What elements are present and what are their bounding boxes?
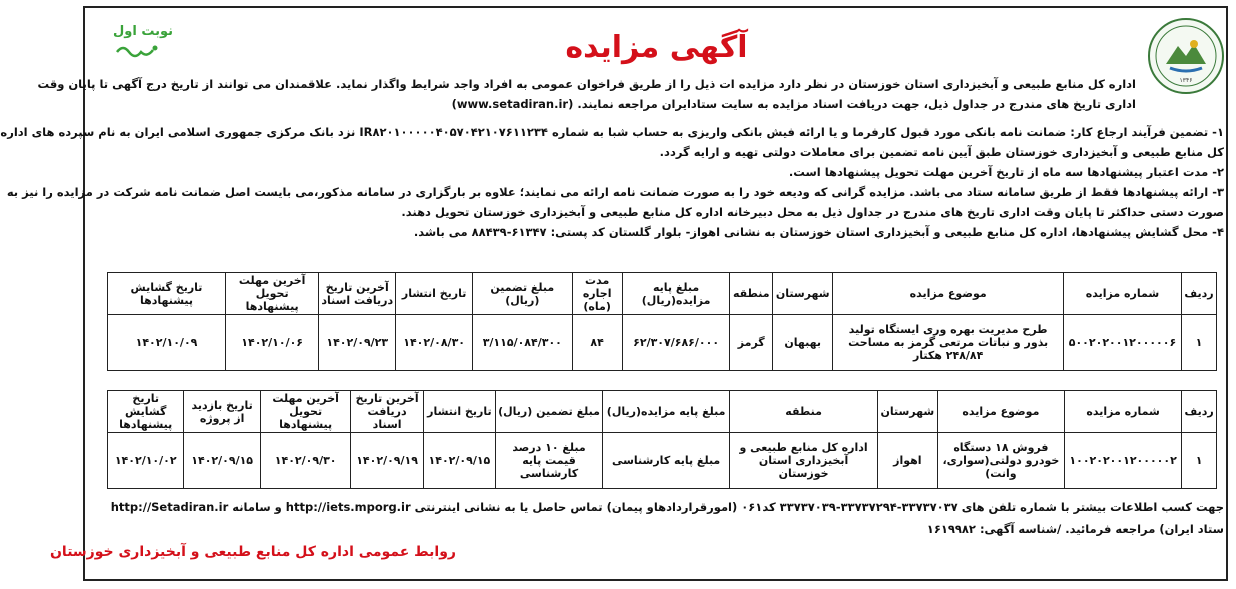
table-header-cell: آخرین مهلت تحویل پیشنهادها [260,391,351,433]
table-header-cell: موضوع مزایده [937,391,1064,433]
table-row [108,433,1217,489]
svg-text:۱۳۴۶: ۱۳۴۶ [1179,77,1193,84]
table-cell: ۱۴۰۲/۱۰/۰۲ [108,433,184,489]
table-header-row [108,273,1217,315]
table-row [108,315,1217,371]
table-header-cell: ردیف [1182,391,1217,433]
table-header-cell: آخرین مهلت تحویل پیشنهادها [226,273,319,315]
auction-table-2 [107,390,1217,489]
table-cell: ۱۴۰۲/۰۹/۱۹ [351,433,423,489]
table-cell: ۱ [1181,315,1216,371]
table-header-cell: تاریخ بازدید از پروژه [184,391,260,433]
table-header-row [108,391,1217,433]
contact-line: ستاد ایران) مراجعه فرمائید. /شناسه آگهی: ۱۶۱۹۹۸۲ [926,522,1224,536]
table-cell: ۱۴۰۲/۰۹/۱۵ [184,433,260,489]
intro-line: اداری تاریخ های مندرج در جداول ذیل، جهت دریافت اسناد مزایده به سایت ستادایران مراجعه نمایند. (www.setadiran.ir) [451,97,1136,111]
table-header-cell: مدت اجاره (ماه) [572,273,622,315]
table-header-cell: آخرین تاریخ دریافت اسناد [319,273,396,315]
table-cell: ۱۴۰۲/۰۹/۳۰ [260,433,351,489]
table-cell: فروش ۱۸ دستگاه خودرو دولتی(سواری، وانت) [937,433,1064,489]
table-cell: مبلغ ۱۰ درصد قیمت پایه کارشناسی [496,433,603,489]
table-header-cell: منطقه [730,391,878,433]
conditions-list [0,122,1224,242]
table-cell: ۵۰۰۲۰۲۰۰۱۲۰۰۰۰۰۶ [1064,315,1182,371]
table-cell: اداره کل منابع طبیعی و آبخیزداری استان خوزستان [730,433,878,489]
page-title: آگهی مزایده [565,30,748,65]
contact-info [89,496,1224,540]
public-relations-signature: روابط عمومی اداره کل منابع طبیعی و آبخیزداری خوزستان [49,544,456,560]
table-header-cell: مبلغ پایه مزایده(ریال) [622,273,730,315]
table-header-cell: آخرین تاریخ دریافت اسناد [351,391,423,433]
table-header-cell: تاریخ انتشار [423,391,495,433]
table-cell: ۱۴۰۲/۰۹/۱۵ [423,433,495,489]
table-cell: ۱۴۰۲/۱۰/۰۶ [226,315,319,371]
table-header-cell: مبلغ تضمین (ریال) [496,391,603,433]
table-cell: ۳/۱۱۵/۰۸۴/۳۰۰ [473,315,572,371]
table-header-cell: شماره مزایده [1065,391,1182,433]
condition-line: ۱- تضمین فرآیند ارجاع کار: ضمانت نامه بانکی مورد قبول کارفرما و یا ارائه فیش بانکی واریزی به حساب شبا به شماره IR۸۲۰۱۰۰۰۰۰۴۰۵۷۰۴۲۱۰۷۶۱۱۲۳۴ نزد بانک مرکزی جمهوری اسلامی ایران به نام سپرده های اداره [0,125,1224,139]
table-header-cell: مبلغ تضمین (ریال) [473,273,572,315]
table-cell: اهواز [877,433,937,489]
table-header-cell: منطقه [730,273,773,315]
table-cell: ۱۴۰۲/۰۹/۲۳ [319,315,396,371]
table-cell: گرمز [730,315,773,371]
table-cell: ۱ [1182,433,1217,489]
contact-line: جهت کسب اطلاعات بیشتر با شماره تلفن های ۳۳۷۳۷۰۳۷-۳۳۷۳۷۲۹۴-۳۳۷۳۷۰۳۹ کد۰۶۱ (امورقراردادهاو پیمان) تماس حاصل یا به نشانی اینترنتی http://iets.mporg.ir و سامانه http://Setadiran.ir [110,500,1224,514]
table-header-cell: تاریخ گشایش پیشنهادها [108,391,184,433]
auction-table-1 [107,272,1217,371]
round-label: نوبت اول [113,24,174,39]
intro-paragraph [37,74,1136,114]
table-header-cell: مبلغ پایه مزایده(ریال) [602,391,729,433]
condition-line: کل منابع طبیعی و آبخیزداری خوزستان طبق آیین نامه تضمین برای معاملات دولتی تهیه و ارایه گردد. [659,145,1224,159]
condition-line: ۲- مدت اعتبار پیشنهادها سه ماه از تاریخ آخرین مهلت تحویل پیشنهادها است. [788,165,1224,179]
condition-line: صورت دستی حداکثر تا پایان وقت اداری تاریخ های مندرج در جداول ذیل به محل دبیرخانه اداره کل منابع طبیعی و آبخیزداری خوزستان تحویل دهند. [401,205,1224,219]
table-header-cell: تاریخ انتشار [396,273,473,315]
intro-line: اداره کل منابع طبیعی و آبخیزداری استان خوزستان در نظر دارد مزایده ات ذیل را از طریق فراخوان عمومی به افراد واجد شرایط واگذار نماید. علاقمندان می توانند از تاریخ درج آگهی تا پایان وقت [37,77,1136,91]
table-cell: ۱۴۰۲/۰۸/۳۰ [396,315,473,371]
table-cell: مبلغ پایه کارشناسی [602,433,729,489]
table-cell: طرح مدیریت بهره وری ایستگاه تولید بذور و نباتات مرتعی گرمز به مساحت ۲۴۸/۸۴ هکتار [833,315,1064,371]
table-cell: ۶۲/۳۰۷/۶۸۶/۰۰۰ [622,315,730,371]
table-header-cell: ردیف [1181,273,1216,315]
table-header-cell: شهرستان [877,391,937,433]
condition-line: ۳- ارائه پیشنهادها فقط از طریق سامانه ستاد می باشد. مزایده گرانی که ودیعه خود را به صورت ضمانت نامه ارائه می نمایند؛ علاوه بر بارگزاری در سامانه مذکور،می بایست اصل ضمانت نامه شرکت در مزایده را نیز به [6,185,1224,199]
table-header-cell: موضوع مزایده [833,273,1064,315]
table-header-cell: شهرستان [773,273,833,315]
table-header-cell: تاریخ گشایش پیشنهادها [108,273,226,315]
condition-line: ۴- محل گشایش پیشنهادها، اداره کل منابع طبیعی و آبخیزداری استان خوزستان به نشانی اهواز- بلوار گلستان کد پستی: ۶۱۳۴۷-۸۸۴۳۹ می باشد. [413,225,1224,239]
table-header-cell: شماره مزایده [1064,273,1182,315]
table-cell: بهبهان [773,315,833,371]
table-cell: ۱۴۰۲/۱۰/۰۹ [108,315,226,371]
table-cell: ۱۰۰۲۰۲۰۰۱۲۰۰۰۰۰۲ [1065,433,1182,489]
table-cell: ۸۴ [572,315,622,371]
